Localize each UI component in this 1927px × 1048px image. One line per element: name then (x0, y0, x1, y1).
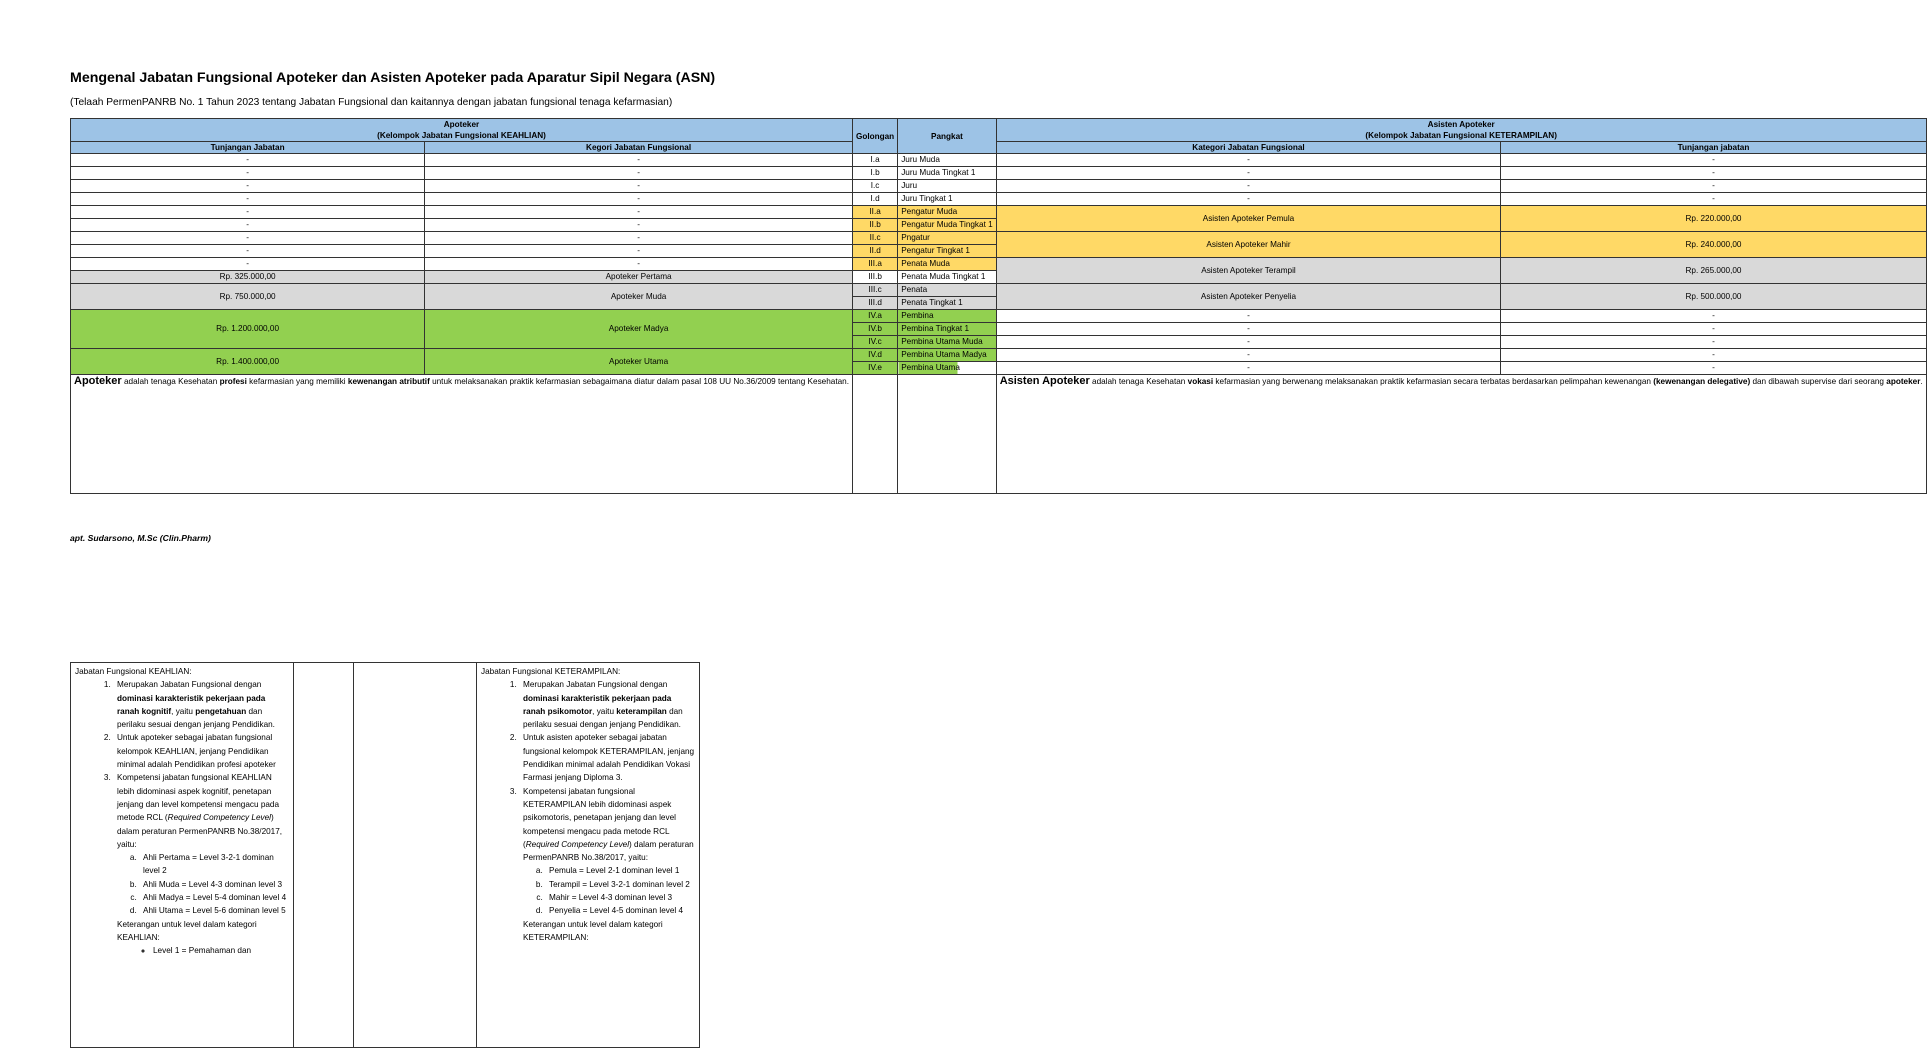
dash-cell: - (996, 167, 1501, 180)
dash-cell: - (425, 245, 853, 258)
level-note: Keterangan untuk level dalam kategori KEAHLIAN: (117, 919, 257, 942)
dash-cell: - (71, 232, 425, 245)
jabatan-table (70, 118, 1927, 494)
golongan-cell: IV.a (852, 310, 897, 323)
dash-cell: - (1501, 323, 1926, 336)
dash-cell: - (996, 323, 1501, 336)
kategori-asisten-header: Kategori Jabatan Fungsional (996, 142, 1501, 154)
dash-cell: - (996, 310, 1501, 323)
apoteker-utama-cell: Apoteker Utama (425, 349, 853, 375)
apoteker-muda-tunjangan: Rp. 750.000,00 (71, 284, 425, 310)
pangkat-cell: Pembina Utama (898, 362, 997, 375)
pangkat-cell: Pembina Tingkat 1 (898, 323, 997, 336)
table-row (71, 232, 1927, 245)
apoteker-muda-cell: Apoteker Muda (425, 284, 853, 310)
asisten-mahir-tunjangan: Rp. 240.000,00 (1501, 232, 1926, 258)
level-item: d. Ahli Utama = Level 5-6 dominan level 5 (139, 904, 289, 917)
asisten-pemula-tunjangan: Rp. 220.000,00 (1501, 206, 1926, 232)
table-row (71, 206, 1927, 219)
pangkat-cell: Penata (898, 284, 997, 297)
apoteker-utama-tunjangan: Rp. 1.400.000,00 (71, 349, 425, 375)
table-row (71, 284, 1927, 297)
level-item: a. Pemula = Level 2-1 dominan level 1 (545, 864, 695, 877)
dash-cell: - (425, 154, 853, 167)
level-item: a. Ahli Pertama = Level 3-2-1 dominan level 2 (139, 851, 289, 878)
golongan-cell: I.a (852, 154, 897, 167)
dash-cell: - (996, 180, 1501, 193)
dash-cell: - (1501, 154, 1926, 167)
golongan-cell: IV.e (852, 362, 897, 375)
level-item: d. Penyelia = Level 4-5 dominan level 4 (545, 904, 695, 917)
list-item: 3. Kompetensi jabatan fungsional KETERAMPILAN lebih didominasi aspek psikomotoris, penetapan jenjang dan level kompetensi mengacu pada metode RCL (Required Competency Level) dalam peraturan PermenPANRB No.38/2017, yaitu: a. Pemula = Level 2-1 dominan level 1 b. Terampil = Level 3-2-1 dominan level 2 c. Mahir = Level 4-3 dominan level 3 d. Penyelia = Level 4-5 dominan level 4 Keterangan untuk level dalam kategori KETERAMPILAN: (519, 785, 695, 945)
dash-cell: - (996, 154, 1501, 167)
golongan-header: Golongan (852, 119, 897, 154)
dash-cell: - (71, 180, 425, 193)
page-subtitle: (Telaah PermenPANRB No. 1 Tahun 2023 tentang Jabatan Fungsional dan kaitannya dengan jabatan fungsional tenaga kefarmasian) (70, 97, 673, 108)
pangkat-cell: Pembina Utama Muda (898, 336, 997, 349)
golongan-cell: I.d (852, 193, 897, 206)
apoteker-description: Apoteker adalah tenaga Kesehatan profesi kefarmasian yang memiliki kewenangan atributif untuk melaksanakan praktik kefarmasian sebagaimana diatur dalam pasal 108 UU No.36/2009 tentang Kesehatan. (71, 375, 853, 494)
pangkat-cell: Pngatur (898, 232, 997, 245)
apoteker-pertama-cell: Apoteker Pertama (425, 271, 853, 284)
level-item: b. Terampil = Level 3-2-1 dominan level 2 (545, 878, 695, 891)
list-item: 3. Kompetensi jabatan fungsional KEAHLIAN lebih didominasi aspek kognitif, penetapan jenjang dan level kompetensi mengacu pada metode RCL (Required Competency Level) dalam peraturan PermenPANRB No.38/2017, yaitu: a. Ahli Pertama = Level 3-2-1 dominan level 2 b. Ahli Muda = Level 4-3 dominan level 3 c. Ahli Madya = Level 5-4 dominan level 4 d. Ahli Utama = Level 5-6 dominan level 5 Keterangan untuk level dalam kategori KEAHLIAN: ◦ Level 1 = Pemahaman dan (113, 771, 289, 957)
dash-cell: - (425, 180, 853, 193)
dash-cell: - (425, 167, 853, 180)
level-bullet: ◦ Level 1 = Pemahaman dan (153, 944, 289, 957)
golongan-cell: IV.b (852, 323, 897, 336)
apoteker-madya-tunjangan: Rp. 1.200.000,00 (71, 310, 425, 349)
table-row (71, 193, 1927, 206)
list-item: 1. Merupakan Jabatan Fungsional dengan dominasi karakteristik pekerjaan pada ranah kognitif, yaitu pengetahuan dan perilaku sesuai dengan jenjang Pendidikan. (113, 678, 289, 731)
golongan-cell: I.c (852, 180, 897, 193)
keterampilan-heading: Jabatan Fungsional KETERAMPILAN: (481, 667, 621, 676)
dash-cell: - (71, 258, 425, 271)
dash-cell: - (1501, 349, 1926, 362)
dash-cell: - (996, 336, 1501, 349)
table-row (71, 167, 1927, 180)
asisten-mahir-cell: Asisten Apoteker Mahir (996, 232, 1501, 258)
golongan-cell: III.a (852, 258, 897, 271)
keterampilan-column (477, 663, 700, 1048)
level-item: c. Mahir = Level 4-3 dominan level 3 (545, 891, 695, 904)
tunjangan-asisten-header: Tunjangan jabatan (1501, 142, 1926, 154)
pangkat-cell: Pengatur Muda Tingkat 1 (898, 219, 997, 232)
table-row (71, 310, 1927, 323)
description-row (71, 375, 1927, 494)
asisten-penyelia-tunjangan: Rp. 500.000,00 (1501, 284, 1926, 310)
table-row (71, 258, 1927, 271)
golongan-cell: IV.c (852, 336, 897, 349)
golongan-cell: III.d (852, 297, 897, 310)
pangkat-cell: Pembina Utama Madya (898, 349, 997, 362)
dash-cell: - (996, 362, 1501, 375)
page-title: Mengenal Jabatan Fungsional Apoteker dan Asisten Apoteker pada Aparatur Sipil Negara (ASN) (70, 70, 716, 86)
list-item: 2. Untuk apoteker sebagai jabatan fungsional kelompok KEAHLIAN, jenjang Pendidikan minimal adalah Pendidikan profesi apoteker (113, 731, 289, 771)
asisten-header: Asisten Apoteker (Kelompok Jabatan Fungsional KETERAMPILAN) (996, 119, 1926, 142)
apoteker-madya-cell: Apoteker Madya (425, 310, 853, 349)
golongan-cell: III.b (852, 271, 897, 284)
pangkat-cell: Penata Muda Tingkat 1 (898, 271, 997, 284)
golongan-cell: IV.d (852, 349, 897, 362)
golongan-cell: II.d (852, 245, 897, 258)
empty-cell (354, 663, 477, 1048)
level-item: c. Ahli Madya = Level 5-4 dominan level 4 (139, 891, 289, 904)
golongan-cell: III.c (852, 284, 897, 297)
dash-cell: - (425, 232, 853, 245)
table-row (71, 349, 1927, 362)
table-row (71, 154, 1927, 167)
tunjangan-header: Tunjangan Jabatan (71, 142, 425, 154)
comparison-table (70, 662, 700, 1048)
dash-cell: - (71, 219, 425, 232)
asisten-terampil-cell: Asisten Apoteker Terampil (996, 258, 1501, 284)
dash-cell: - (425, 206, 853, 219)
dash-cell: - (425, 219, 853, 232)
dash-cell: - (71, 193, 425, 206)
pangkat-cell: Juru Tingkat 1 (898, 193, 997, 206)
dash-cell: - (425, 193, 853, 206)
dash-cell: - (1501, 362, 1926, 375)
pangkat-cell: Penata Muda (898, 258, 997, 271)
dash-cell: - (1501, 167, 1926, 180)
dash-cell: - (1501, 193, 1926, 206)
empty-cell (294, 663, 354, 1048)
empty-cell (852, 375, 897, 494)
keahlian-heading: Jabatan Fungsional KEAHLIAN: (75, 667, 192, 676)
golongan-cell: II.c (852, 232, 897, 245)
level-item: b. Ahli Muda = Level 4-3 dominan level 3 (139, 878, 289, 891)
list-item: 2. Untuk asisten apoteker sebagai jabatan fungsional kelompok KETERAMPILAN, jenjang Pendidikan minimal adalah Pendidikan Vokasi Farmasi jenjang Diploma 3. (519, 731, 695, 784)
empty-cell (898, 375, 997, 494)
golongan-cell: II.a (852, 206, 897, 219)
dash-cell: - (1501, 336, 1926, 349)
pangkat-cell: Juru Muda Tingkat 1 (898, 167, 997, 180)
list-item: 1. Merupakan Jabatan Fungsional dengan dominasi karakteristik pekerjaan pada ranah psikomotor, yaitu keterampilan dan perilaku sesuai dengan jenjang Pendidikan. (519, 678, 695, 731)
asisten-terampil-tunjangan: Rp. 265.000,00 (1501, 258, 1926, 284)
author-credit: apt. Sudarsono, M.Sc (Clin.Pharm) (70, 533, 211, 543)
dash-cell: - (425, 258, 853, 271)
apoteker-header: Apoteker (Kelompok Jabatan Fungsional KEAHLIAN) (71, 119, 853, 142)
pangkat-cell: Juru (898, 180, 997, 193)
dash-cell: - (71, 154, 425, 167)
dash-cell: - (71, 245, 425, 258)
pangkat-header: Pangkat (898, 119, 997, 154)
asisten-pemula-cell: Asisten Apoteker Pemula (996, 206, 1501, 232)
pangkat-cell: Juru Muda (898, 154, 997, 167)
asisten-penyelia-cell: Asisten Apoteker Penyelia (996, 284, 1501, 310)
asisten-description: Asisten Apoteker adalah tenaga Kesehatan vokasi kefarmasian yang berwenang melaksanakan praktik kefarmasian secara terbatas berdasarkan pelimpahan kewenangan (kewenangan delegative) dan dibawah supervise dari seorang apoteker. (996, 375, 1926, 494)
keahlian-column (71, 663, 294, 1048)
apoteker-pertama-tunjangan: Rp. 325.000,00 (71, 271, 425, 284)
kategori-header: Kegori Jabatan Fungsional (425, 142, 853, 154)
pangkat-cell: Penata Tingkat 1 (898, 297, 997, 310)
dash-cell: - (996, 349, 1501, 362)
golongan-cell: I.b (852, 167, 897, 180)
pangkat-cell: Pengatur Muda (898, 206, 997, 219)
table-row (71, 180, 1927, 193)
dash-cell: - (1501, 310, 1926, 323)
dash-cell: - (71, 206, 425, 219)
dash-cell: - (1501, 180, 1926, 193)
pangkat-cell: Pembina (898, 310, 997, 323)
dash-cell: - (996, 193, 1501, 206)
golongan-cell: II.b (852, 219, 897, 232)
pangkat-cell: Pengatur Tingkat 1 (898, 245, 997, 258)
dash-cell: - (71, 167, 425, 180)
level-note: Keterangan untuk level dalam kategori KETERAMPILAN: (523, 919, 663, 942)
